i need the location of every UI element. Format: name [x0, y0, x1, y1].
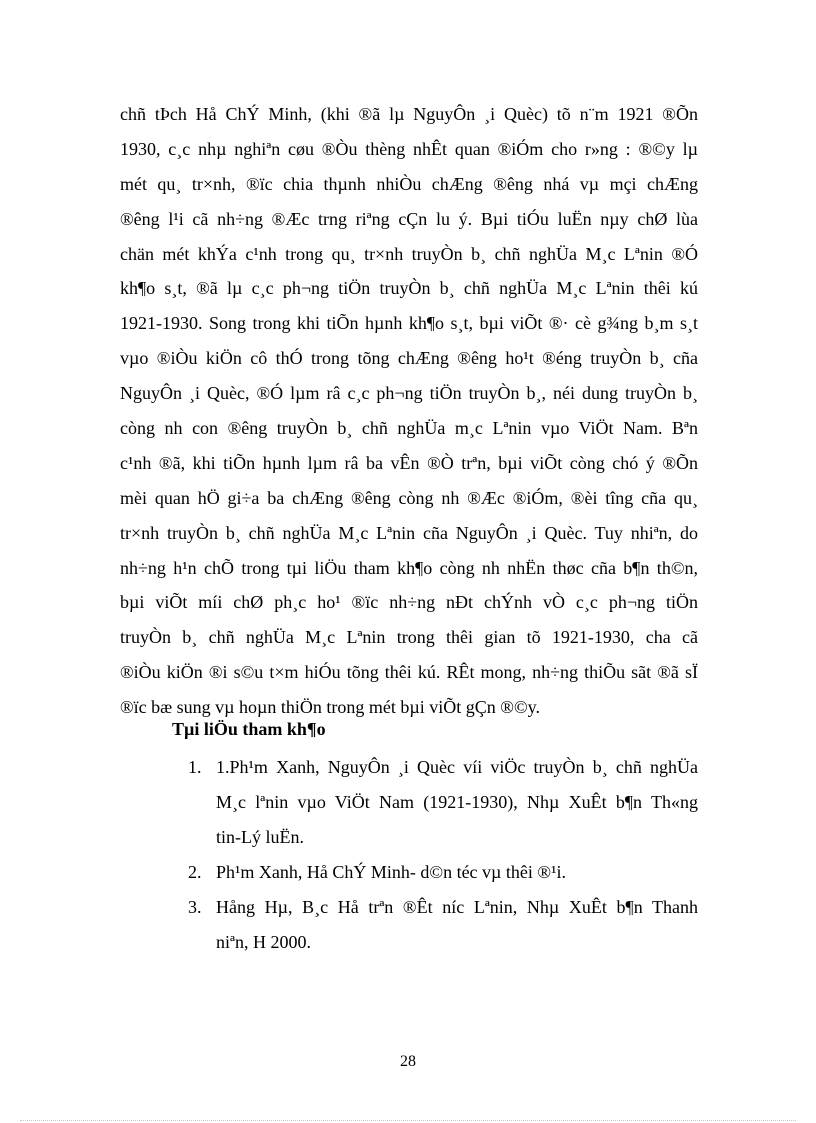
- references-heading: Tµi liÖu tham kh¶o: [172, 719, 326, 739]
- reference-item: [188, 855, 698, 890]
- body-line: 1921-1930. Song trong khi tiÕn hµnh kh¶o s¸t, bµi viÕt ®· cè g¾ng b¸m s¸t: [120, 313, 698, 334]
- page-bottom-divider: [20, 1120, 796, 1121]
- reference-line: tin-Lý luËn.: [216, 827, 304, 847]
- body-line: mèi quan hÖ gi÷a ba chÆng ®êng còng nh ®Æc ®iÓm, ®èi tîng cña qu¸: [120, 487, 698, 508]
- reference-line: 1.Ph¹m Xanh, NguyÔn ¸i Quèc víi viÖc truyÒn b¸ chñ nghÜa: [216, 757, 698, 777]
- body-line: ®iÒu kiÖn ®i s©u t×m hiÓu tõng thêi kú. RÊt mong, nh÷ng thiÕu sãt ®ã sÏ: [120, 662, 698, 683]
- body-line: kh¶o s¸t, ®ã lµ c¸c ph¬ng tiÖn truyÒn b¸ chñ nghÜa M¸c Lªnin thêi kú: [120, 278, 698, 299]
- body-line: vµo ®iÒu kiÖn cô thÓ trong tõng chÆng ®êng ho¹t ®éng truyÒn b¸ cña: [120, 348, 698, 369]
- body-line: c¹nh ®ã, khi tiÕn hµnh lµm râ ba vÊn ®Ò trªn, bµi viÕt còng chó ý ®Õn: [120, 452, 698, 473]
- reference-line: Hång Hµ, B¸c Hå trªn ®Êt níc Lªnin, Nhµ XuÊt b¶n Thanh: [216, 897, 698, 917]
- body-line: ®ïc bæ sung vµ hoµn thiÖn trong mét bµi viÕt gÇn ®©y.: [120, 697, 540, 718]
- reference-number: 3.: [188, 897, 202, 917]
- body-line: bµi viÕt míi chØ ph¸c ho¹ ®ïc nh÷ng nÐt chÝnh vÒ c¸c ph¬ng tiÖn: [120, 592, 698, 613]
- body-paragraph: [120, 97, 698, 725]
- body-line: mét qu¸ tr×nh, ®ïc chia thµnh nhiÒu chÆng ®êng nhá vµ mçi chÆng: [120, 173, 698, 194]
- reference-number: 1.: [188, 757, 202, 777]
- body-line: 1930, c¸c nhµ nghiªn cøu ®Òu thèng nhÊt quan ®iÓm cho r»ng : ®©y lµ: [120, 138, 698, 159]
- references-list: [188, 750, 698, 960]
- body-line: truyÒn b¸ chñ nghÜa M¸c Lªnin trong thêi gian tõ 1921-1930, cha cã: [120, 627, 698, 648]
- reference-line: Ph¹m Xanh, Hå ChÝ Minh- d©n téc vµ thêi ®¹i.: [216, 862, 566, 882]
- body-line: chñ tÞch Hå ChÝ Minh, (khi ®ã lµ NguyÔn ¸i Quèc) tõ n¨m 1921 ®Õn: [120, 104, 698, 124]
- page-number: 28: [400, 1053, 416, 1070]
- reference-line: niªn, H 2000.: [216, 932, 311, 952]
- body-line: tr×nh truyÒn b¸ chñ nghÜa M¸c Lªnin cña NguyÔn ¸i Quèc. Tuy nhiªn, do: [120, 522, 698, 543]
- body-line: còng nh con ®êng truyÒn b¸ chñ nghÜa m¸c Lªnin vµo ViÖt Nam. Bªn: [120, 418, 698, 439]
- body-line: NguyÔn ¸i Quèc, ®Ó lµm râ c¸c ph¬ng tiÖn truyÒn b¸, néi dung truyÒn b¸: [120, 383, 698, 404]
- body-line: chän mét khÝa c¹nh trong qu¸ tr×nh truyÒn b¸ chñ nghÜa M¸c Lªnin ®Ó: [120, 243, 698, 264]
- reference-number: 2.: [188, 862, 202, 882]
- body-line: ®êng l¹i cã nh÷ng ®Æc trng riªng cÇn lu ý. Bµi tiÓu luËn nµy chØ lùa: [120, 208, 698, 229]
- reference-item: [188, 750, 698, 855]
- reference-line: M¸c lªnin vµo ViÖt Nam (1921-1930), Nhµ XuÊt b¶n Th«ng: [216, 792, 698, 812]
- body-line: nh÷ng h¹n chÕ trong tµi liÖu tham kh¶o còng nh nhËn thøc cña b¶n th©n,: [120, 557, 698, 578]
- reference-item: [188, 890, 698, 960]
